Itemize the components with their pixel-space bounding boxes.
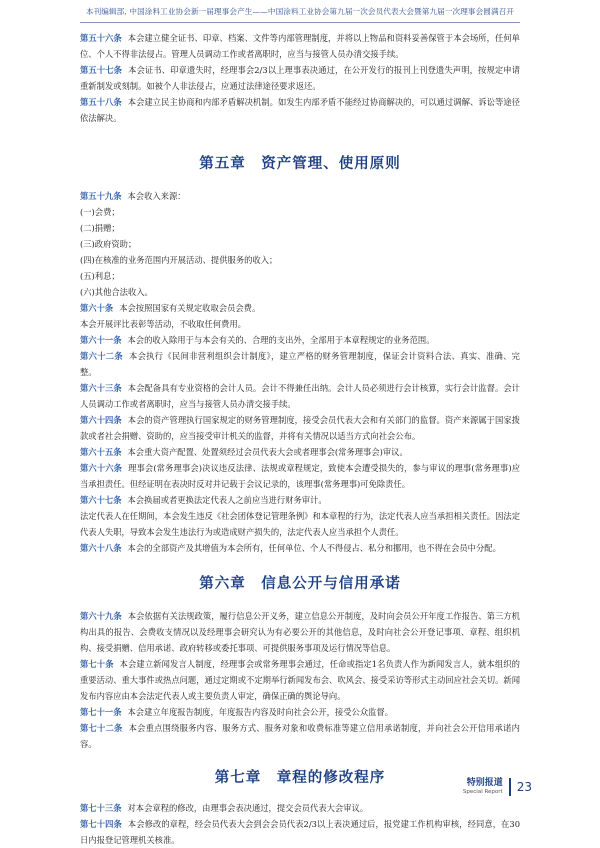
article-text: 本会的资产管理执行国家规定的财务管理制度，接受会员代表大会和有关部门的监督。资产来源属于国家拨款或者社会捐赠、资助的，应当接受审计机关的监督，并将有关情况以适当方式向社会公布。 [80, 415, 520, 441]
article-text: 本会执行《民间非营利组织会计制度》，建立严格的财务管理制度，保证会计资料合法、真实、准确、完整。 [80, 351, 520, 377]
article-63 [80, 380, 520, 412]
article-number: 第七十一条 [80, 707, 122, 717]
article-70 [80, 656, 520, 704]
article-text: 本会按照国家有关规定收取会员会费。 [119, 303, 261, 313]
article-number: 第五十七条 [80, 65, 123, 75]
section-label-cn: 特别报道 [466, 778, 503, 788]
running-header: 本刊编辑部, 中国涂料工业协会新一届理事会产生——中国涂料工业协会第九届一次会员代表大会暨第九届一次理事会圆满召开 [85, 7, 515, 16]
article-text: 本会证书、印章遗失时，经理事会2/3以上理事表决通过，在公开发行的报刊上刊登遗失声明，按规定申请重新制发或刻制。如被个人非法侵占，应通过法律途径要求返还。 [80, 65, 520, 91]
article-text: 本会配备具有专业资格的会计人员。会计不得兼任出纳。会计人员必须进行会计核算，实行会计监督。会计人员调动工作或者离职时，应当与接管人员办清交接手续。 [80, 383, 520, 409]
article-text: 本会建立健全证书、印章、档案、文件等内部管理制度，并将以上物品和资料妥善保管于本会场所，任何单位、个人不得非法侵占。管理人员调动工作或者离职时，应当与接管人员办清交接手续。 [80, 33, 520, 59]
footer-divider [509, 778, 511, 796]
article-56 [80, 30, 520, 62]
article-58 [80, 94, 520, 126]
article-66 [80, 460, 520, 492]
article-text: 对本会章程的修改，由理事会表决通过，提交会员代表大会审议。 [127, 803, 369, 813]
income-item: (三)政府资助； [80, 239, 137, 249]
section-label-en: Special Report [462, 789, 503, 795]
section-label [463, 778, 503, 796]
chapter-5-title: 第五章 资产管理、使用原则 [199, 156, 401, 172]
article-64 [80, 412, 520, 444]
article-number: 第五十六条 [80, 33, 122, 43]
income-item: (一)会费； [80, 207, 120, 217]
article-text: 本会建立民主协商和内部矛盾解决机制。如发生内部矛盾不能经过协商解决的，可以通过调解、诉讼等途径依法解决。 [80, 97, 520, 123]
article-72 [80, 720, 520, 752]
article-number: 第五十八条 [80, 97, 122, 107]
article-number: 第七十三条 [80, 803, 122, 813]
page-number: 23 [516, 780, 532, 794]
article-61 [80, 332, 520, 348]
article-number: 第六十一条 [80, 335, 122, 345]
article-69 [80, 608, 520, 656]
article-74 [80, 816, 520, 848]
income-item: (五)利息； [80, 271, 120, 281]
article-number: 第五十九条 [80, 191, 122, 201]
article-text: 本会修改的章程，经会员代表大会到会会员代表2/3以上表决通过后，报党建工作机构审核，经同意，在30日内报登记管理机关核准。 [80, 819, 520, 845]
income-item: (二)捐赠； [80, 223, 120, 233]
income-item: (六)其他合法收入。 [80, 287, 153, 297]
document-body [80, 30, 520, 848]
article-62 [80, 348, 520, 380]
article-number: 第六十二条 [80, 351, 123, 361]
article-68 [80, 540, 520, 556]
article-text: 理事会(常务理事会)决议违反法律、法规或章程规定，致使本会遭受损失的，参与审议的理事(常务理事)应当承担责任。但经证明在表决时反对并记载于会议记录的，该理事(常务理事)可免除责任。 [80, 463, 520, 489]
page-footer [463, 778, 532, 796]
article-text: 本会收入来源： [127, 191, 186, 201]
article-text: 本会的收入除用于与本会有关的、合理的支出外，全部用于本章程规定的业务范围。 [127, 335, 435, 345]
article-text: 本会的全部资产及其增值为本会所有，任何单位、个人不得侵占、私分和挪用，也不得在会员中分配。 [127, 543, 501, 553]
article-text: 本会重大资产配置、处置须经过会员代表大会或者理事会(常务理事会)审议。 [127, 447, 408, 457]
article-text: 本会建立新闻发言人制度，经理事会或常务理事会通过，任命或指定1名负责人作为新闻发言人，就本组织的重要活动、重大事件或热点问题，通过定期或不定期举行新闻发布会、吹风会、接受采访等形式主动回应社会关切。新闻发布内容应由本会法定代表人或主要负责人审定，确保正确的舆论导向。 [80, 659, 520, 701]
header-rule [80, 22, 520, 23]
article-text: 本会依据有关法规政策，履行信息公开义务，建立信息公开制度，及时向会员公开年度工作报告、第三方机构出具的报告、会费收支情况以及经理事会研究认为有必要公开的其他信息，及时向社会公开登记事项、章程、组织机构、接受捐赠、信用承诺、政府转移或委托事项、可提供服务事项及运行情况等信息。 [80, 611, 520, 653]
article-60-continued: 本会开展评比表彰等活动，不收取任何费用。 [80, 319, 246, 329]
article-67-continued: 法定代表人在任期间，本会发生违反《社会团体登记管理条例》和本章程的行为，法定代表人应当承担相关责任。因法定代表人失职，导致本会发生违法行为或造成财产损失的，法定代表人应当承担个人责任。 [80, 511, 520, 537]
article-text: 本会换届或者更换法定代表人之前应当进行财务审计。 [127, 495, 327, 505]
chapter-6-title: 第六章 信息公开与信用承诺 [199, 576, 401, 592]
article-60 [80, 300, 520, 316]
article-number: 第六十五条 [80, 447, 122, 457]
article-57 [80, 62, 520, 94]
article-number: 第六十四条 [80, 415, 122, 425]
article-59 [80, 188, 520, 204]
article-73 [80, 800, 520, 816]
article-71 [80, 704, 520, 720]
article-text: 本会重点围绕服务内容、服务方式、服务对象和收费标准等建立信用承诺制度，并向社会公开信用承诺内容。 [80, 723, 520, 749]
article-65 [80, 444, 520, 460]
article-number: 第六十条 [80, 303, 114, 313]
article-number: 第六十六条 [80, 463, 123, 473]
article-number: 第七十二条 [80, 723, 123, 733]
article-number: 第七十四条 [80, 819, 122, 829]
article-text: 本会建立年度报告制度，年度报告内容及时向社会公开，接受公众监督。 [127, 707, 394, 717]
article-67 [80, 492, 520, 508]
income-item: (四)在核准的业务范围内开展活动、提供服务的收入； [80, 255, 278, 265]
article-number: 第六十八条 [80, 543, 122, 553]
chapter-7-title: 第七章 章程的修改程序 [214, 770, 386, 786]
article-number: 第六十三条 [80, 383, 122, 393]
article-number: 第六十九条 [80, 611, 122, 621]
article-number: 第七十条 [80, 659, 114, 669]
article-number: 第六十七条 [80, 495, 122, 505]
